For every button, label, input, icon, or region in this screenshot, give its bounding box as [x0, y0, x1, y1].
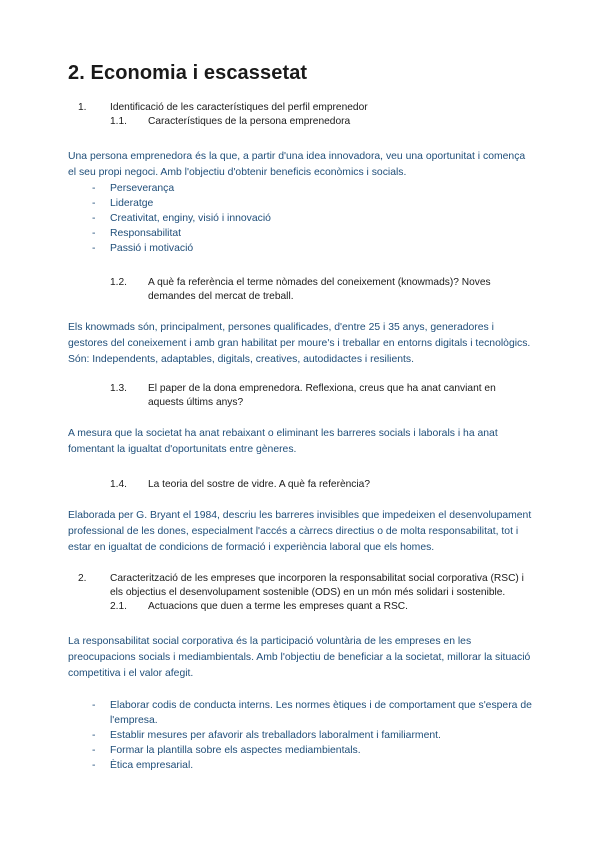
- outline-heading-1-1: Característiques de la persona emprenedora: [148, 116, 351, 127]
- outline-number-1-4: 1.4.: [110, 479, 127, 490]
- outline-heading-1-4: La teoria del sostre de vidre. A què fa referència?: [148, 479, 370, 490]
- outline-item-1-2: [68, 276, 532, 304]
- list-item: [68, 241, 532, 256]
- dash-bullet-icon: -: [92, 745, 96, 756]
- list-item: [68, 181, 532, 196]
- answer-paragraph-1-2: Els knowmads són, principalment, persones qualificades, d'entre 25 i 35 anys, generadores i gestores del coneixement i amb gran habilitat per moure's i treballar en entorns digitals i tecnològics. Són: Independents, adaptables, digitals, creatives, autodidactes i resilients.: [68, 322, 531, 365]
- dash-bullet-icon: -: [92, 760, 96, 771]
- answer-paragraph-1-3: A mesura que la societat ha anat rebaixant o eliminant les barreres socials i laborals i ha anat fomentant la igualtat d'oportunitats entre gèneres.: [68, 428, 498, 455]
- outline-heading-1: Identificació de les característiques del perfil emprenedor: [110, 102, 368, 113]
- dash-bullet-icon: -: [92, 730, 96, 741]
- list-item: [68, 728, 532, 743]
- dash-bullet-icon: -: [92, 228, 96, 239]
- outline-item-2-1: [68, 600, 532, 614]
- outline-heading-2-1: Actuacions que duen a terme les empreses quant a RSC.: [148, 601, 408, 612]
- outline-number-1-2: 1.2.: [110, 277, 127, 288]
- answer-paragraph-2-1: La responsabilitat social corporativa és la participació voluntària de les empreses en les preocupacions socials i mediambientals. Amb l'objectiu de beneficiar a la societat, millorar la situació competitiva i el valor afegit.: [68, 636, 531, 679]
- page-title: 2. Economia i escassetat: [68, 62, 308, 84]
- outline-number-1: 1.: [78, 102, 87, 113]
- list-item: [68, 743, 532, 758]
- list-item-label: Responsabilitat: [110, 228, 182, 239]
- dash-bullet-icon: -: [92, 700, 96, 711]
- answer-paragraph-1-4: Elaborada per G. Bryant el 1984, descriu les barreres invisibles que impedeixen el desenvolupament professional de les dones, especialment l'accés a càrrecs directius o de molta responsabilitat, tot i estar en igualtat de condicions de formació i experiència laboral que els homes.: [68, 510, 532, 553]
- outline-number-2: 2.: [78, 573, 87, 584]
- outline-item-1: [68, 101, 532, 115]
- outline-number-1-3: 1.3.: [110, 383, 127, 394]
- list-item: [68, 226, 532, 241]
- outline-heading-1-2: A què fa referència el terme nòmades del coneixement (knowmads)? Noves demandes del mercat de treball.: [148, 277, 491, 302]
- list-item: [68, 758, 532, 773]
- list-item-label: Elaborar codis de conducta interns. Les normes ètiques i de comportament que s'espera de l'empresa.: [110, 700, 532, 726]
- outline-number-2-1: 2.1.: [110, 601, 127, 612]
- dash-bullet-icon: -: [92, 183, 96, 194]
- outline-item-2: [68, 572, 532, 600]
- outline-number-1-1: 1.1.: [110, 116, 127, 127]
- outline-heading-2: Caracterització de les empreses que incorporen la responsabilitat social corporativa (RSC) i els objectius el desenvolupament sostenible (ODS) en un món més solidari i sostenible.: [110, 573, 524, 598]
- dash-bullet-icon: -: [92, 243, 96, 254]
- answer-paragraph-1-1: Una persona emprenedora és la que, a partir d'una idea innovadora, veu una oportunitat i comença el seu propi negoci. Amb l'objectiu d'obtenir beneficis econòmics i socials.: [68, 151, 526, 178]
- list-item: [68, 698, 532, 728]
- list-item-label: Formar la plantilla sobre els aspectes mediambientals.: [110, 745, 361, 756]
- outline-item-1-3: [68, 382, 532, 410]
- list-item-label: Establir mesures per afavorir als treballadors laboralment i familiarment.: [110, 730, 441, 741]
- list-item-label: Passió i motivació: [110, 243, 194, 254]
- list-item-label: Perseverança: [110, 183, 175, 194]
- outline-item-1-1: [68, 115, 532, 129]
- outline-heading-1-3: El paper de la dona emprenedora. Reflexiona, creus que ha anat canviant en aquests últims anys?: [148, 383, 496, 408]
- list-item: [68, 211, 532, 226]
- bullet-list-1-1: [68, 181, 532, 256]
- list-item-label: Creativitat, enginy, visió i innovació: [110, 213, 271, 224]
- bullet-list-2-1: [68, 698, 532, 773]
- document-body: [68, 62, 532, 773]
- dash-bullet-icon: -: [92, 198, 96, 209]
- list-item-label: Ètica empresarial.: [110, 760, 194, 771]
- dash-bullet-icon: -: [92, 213, 96, 224]
- list-item: [68, 196, 532, 211]
- outline-item-1-4: [68, 478, 532, 492]
- list-item-label: Lideratge: [110, 198, 154, 209]
